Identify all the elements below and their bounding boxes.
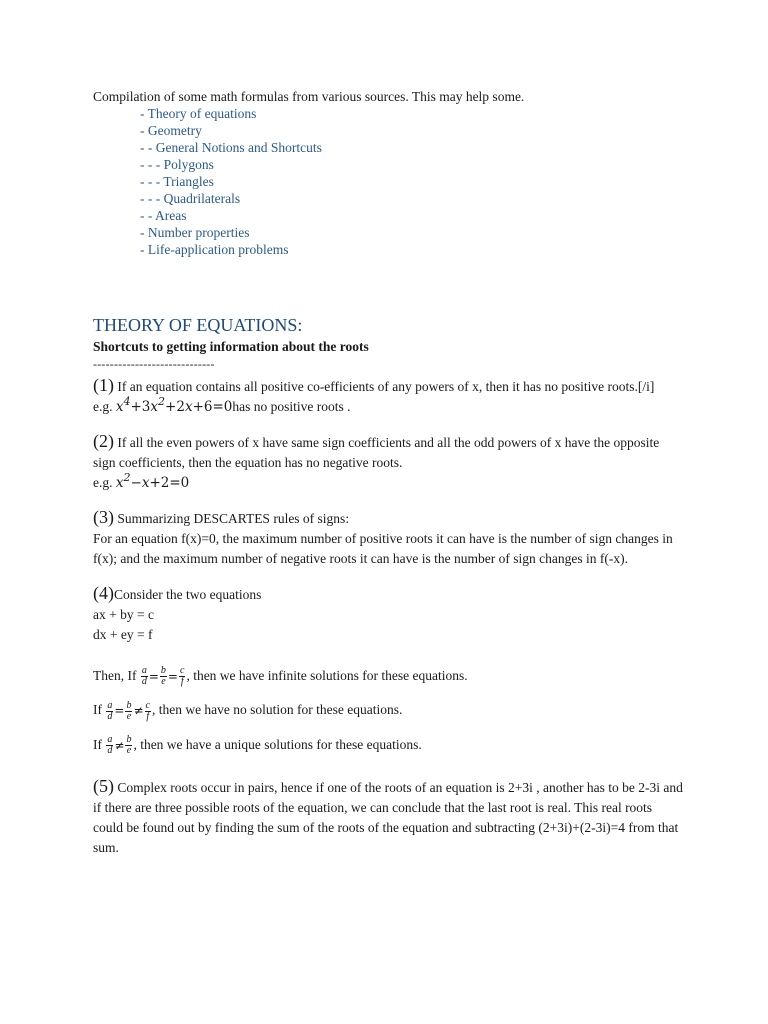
example-2 xyxy=(93,473,683,493)
toc-item-areas[interactable]: - - Areas xyxy=(140,208,187,223)
fraction-a-over-d: $\frac{a}{d}$ xyxy=(107,699,113,722)
paragraph-5 xyxy=(93,776,683,858)
paragraph-number: (1) xyxy=(93,375,114,395)
equation-formula: $x^2-x+2=0$ xyxy=(115,471,190,491)
fraction-c-over-f: $\frac{c}{f}$ xyxy=(145,699,150,722)
paragraph-text: Summarizing DESCARTES rules of signs: xyxy=(114,511,350,526)
fraction-b-over-e: $\frac{b}{e}$ xyxy=(126,699,132,722)
intro-text: Compilation of some math formulas from various sources. This may help some. xyxy=(93,89,525,104)
fraction-a-over-d: $\frac{a}{d}$ xyxy=(107,734,113,757)
equation-formula: $x^4+3x^2+2x+6=0$ xyxy=(115,395,233,415)
example-note: has no positive roots . xyxy=(232,399,351,414)
toc-item-number-properties[interactable]: - Number properties xyxy=(140,225,250,240)
case-no-solution: If $\frac{a}{d}$ = $\frac{b}{e}$ ≠ $\frac{c}{f}$ , then we have no solution for these equations. xyxy=(93,699,403,722)
equation-1: ax + by = c xyxy=(93,607,154,622)
toc-item-general-notions[interactable]: - - General Notions and Shortcuts xyxy=(140,140,322,155)
paragraph-3 xyxy=(93,507,683,529)
divider-line: ----------------------------- xyxy=(93,357,215,371)
toc-item-life-application[interactable]: - Life-application problems xyxy=(140,242,289,257)
section-heading: THEORY OF EQUATIONS: xyxy=(93,315,303,335)
table-of-contents xyxy=(140,105,683,258)
equation-2: dx + ey = f xyxy=(93,627,153,642)
paragraph-number: (5) xyxy=(93,776,114,797)
case-unique-solution: If $\frac{a}{d}$ ≠ $\frac{b}{e}$ , then we have a unique solutions for these equations. xyxy=(93,734,422,757)
paragraph-4 xyxy=(93,583,683,605)
paragraph-number: (4) xyxy=(93,583,114,603)
paragraph-1 xyxy=(93,375,683,397)
paragraph-text: Complex roots occur in pairs, hence if one of the roots of an equation is 2+3i , another has to be 2-3i and if there are three possible roots of the equation, we can conclude that the last root is real. This real roots could be found out by finding the sum of the roots of the equation and subtracting (2+3i)+(2-3i)=4 from that sum. xyxy=(93,780,683,856)
toc-item-quadrilaterals[interactable]: - - - Quadrilaterals xyxy=(140,191,241,206)
paragraph-text: If all the even powers of x have same sign coefficients and all the odd powers of x have the opposite sign coefficients, then the equation has no negative roots. xyxy=(93,435,660,470)
fraction-b-over-e: $\frac{b}{e}$ xyxy=(160,665,166,688)
paragraph-2 xyxy=(93,431,683,473)
paragraph-number: (3) xyxy=(93,507,114,527)
toc-item-geometry[interactable]: - Geometry xyxy=(140,123,202,138)
document-page xyxy=(93,88,683,858)
paragraph-number: (2) xyxy=(93,431,114,451)
eg-label: e.g. xyxy=(93,399,113,414)
example-1 xyxy=(93,397,683,417)
section-subheading: Shortcuts to getting information about the roots xyxy=(93,339,369,354)
paragraph-3-body: For an equation f(x)=0, the maximum number of positive roots it can have is the number of sign changes in f(x); and the maximum number of negative roots it can have is the number of sign changes in f(-x). xyxy=(93,531,673,566)
fraction-b-over-e: $\frac{b}{e}$ xyxy=(126,734,132,757)
paragraph-text: If an equation contains all positive co-efficients of any powers of x, then it has no positive roots.[/i] xyxy=(114,379,655,394)
case-infinite-solutions: Then, If $\frac{a}{d}$ = $\frac{b}{e}$ = $\frac{c}{f}$ , then we have infinite solutions for these equations. xyxy=(93,665,468,688)
toc-item-theory-of-equations[interactable]: - Theory of equations xyxy=(140,106,257,121)
toc-item-polygons[interactable]: - - - Polygons xyxy=(140,157,214,172)
fraction-c-over-f: $\frac{c}{f}$ xyxy=(179,665,185,688)
paragraph-text: Consider the two equations xyxy=(114,587,262,602)
eg-label: e.g. xyxy=(93,475,113,490)
toc-item-triangles[interactable]: - - - Triangles xyxy=(140,174,214,189)
fraction-a-over-d: $\frac{a}{d}$ xyxy=(141,665,147,688)
